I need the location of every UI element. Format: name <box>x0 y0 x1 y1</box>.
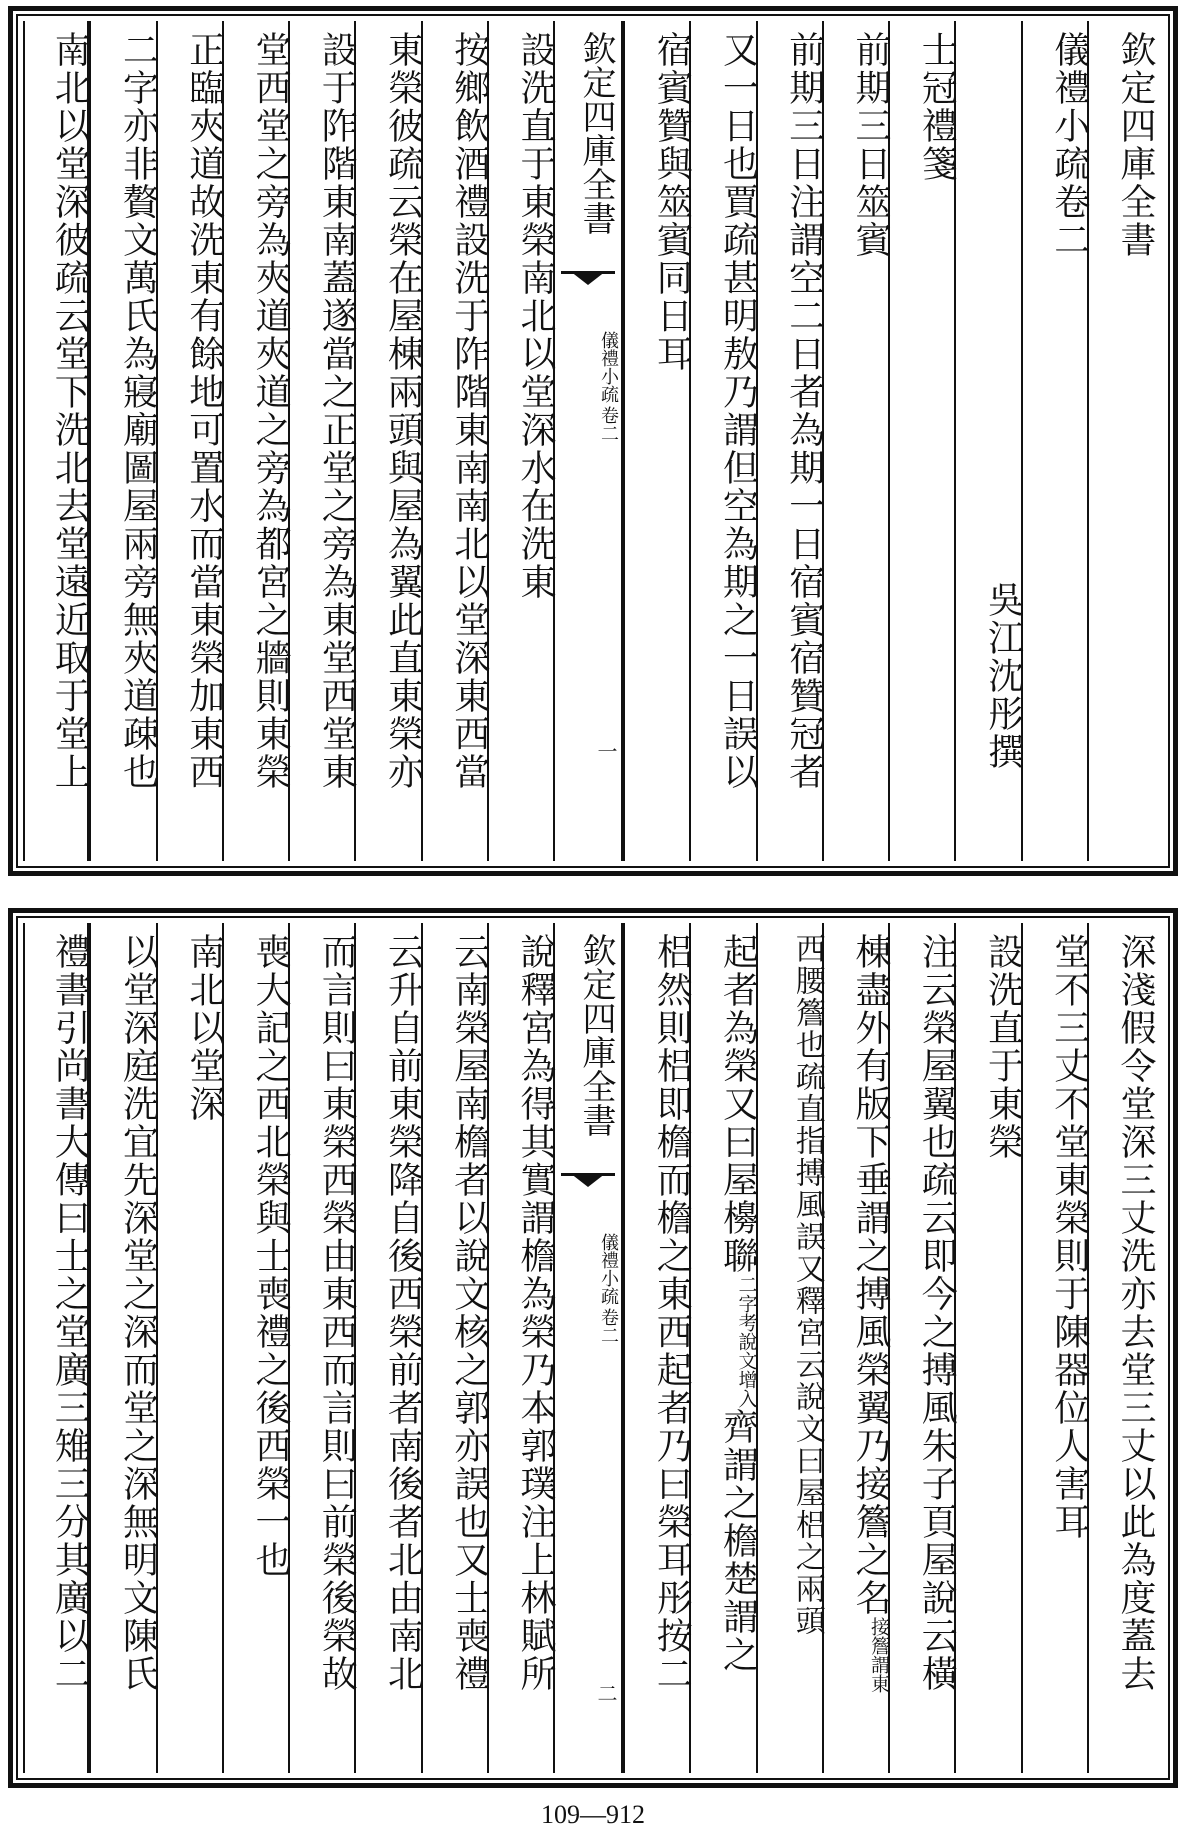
column-text <box>625 31 693 373</box>
fold-title: 欽定四庫全書 <box>576 933 616 1137</box>
column-main-text: 梠然則梠即檐而檐之東西起者乃曰榮耳彤按二 <box>651 933 693 1693</box>
column-text <box>691 933 759 1674</box>
column-text <box>824 31 891 259</box>
text-column <box>888 21 958 861</box>
text-column <box>23 923 89 1773</box>
column-text <box>158 933 225 1123</box>
column-text <box>224 31 291 791</box>
column-main-text: 南北以堂深 <box>183 933 225 1123</box>
text-column <box>421 923 490 1773</box>
text-column <box>954 923 1024 1773</box>
text-column <box>23 21 89 861</box>
column-text <box>290 31 358 791</box>
fold-juan-label: 卷二 <box>598 406 619 442</box>
fold-book-title: 儀禮小疏 <box>598 1233 619 1305</box>
column-text <box>1023 933 1090 1541</box>
text-column <box>954 21 1024 861</box>
column-main-text: 二字亦非贅文萬氏為寢廟圖屋兩旁無夾道疎也 <box>117 31 159 791</box>
column-text <box>890 31 958 183</box>
fishtail-mark-icon <box>561 271 615 298</box>
text-column <box>1087 923 1156 1773</box>
fold-title: 欽定四庫全書 <box>576 31 616 235</box>
text-column <box>888 923 958 1773</box>
column-main-text: 南北以堂深彼疏云堂下洗北去堂遠近取于堂上 <box>49 31 91 791</box>
column-main-text: 起者為榮又曰屋櫋聯 <box>717 933 759 1275</box>
column-text <box>956 933 1024 1161</box>
column-main-text: 設洗直于東榮 <box>982 933 1024 1161</box>
column-main-text: 前期三日筮賓 <box>850 31 891 259</box>
text-column <box>689 21 759 861</box>
text-column <box>222 21 291 861</box>
text-column <box>354 21 424 861</box>
column-main-text: 正臨夾道故洗東有餘地可置水而當東榮加東西 <box>183 31 225 791</box>
column-text <box>356 933 424 1693</box>
column-main-text: 而言則曰東榮西榮由東西而言則曰前榮後榮故 <box>316 933 358 1693</box>
column-main-text: 儀禮小疏卷二 <box>1048 31 1090 259</box>
column-text <box>1089 933 1156 1693</box>
page-number-footer: 109—912 <box>541 1800 645 1829</box>
text-column <box>689 923 759 1773</box>
column-text <box>489 31 556 601</box>
column-main-text: 云南榮屋南檐者以說文核之郭亦誤也又士喪禮 <box>448 933 490 1693</box>
column-main-text: 設于阼階東南蓋遂當之正堂之旁為東堂西堂東 <box>316 31 358 791</box>
column-text <box>691 31 759 791</box>
column-main-text: 按鄉飲酒禮設洗于阼階東南南北以堂深東西當 <box>448 31 490 791</box>
text-column <box>288 923 358 1773</box>
column-main-text: 堂西堂之旁為夾道夾道之旁為都宮之牆則東榮 <box>250 31 291 791</box>
text-column <box>288 21 358 861</box>
column-text <box>1023 31 1090 259</box>
center-fold-strip <box>553 923 623 1773</box>
text-column <box>1021 21 1090 861</box>
column-main-text: 又一日也賈疏甚明敖乃謂但空為期之一日誤以 <box>717 31 759 791</box>
text-column <box>354 923 424 1773</box>
text-column <box>156 923 225 1773</box>
text-column <box>822 923 891 1773</box>
text-column <box>156 21 225 861</box>
text-column <box>89 21 159 861</box>
column-text <box>224 933 291 1579</box>
column-text <box>890 933 958 1693</box>
column-tail-text: 齊謂之檐楚謂之 <box>717 1408 759 1674</box>
interlinear-note: 接簷謂東 <box>868 1617 890 1693</box>
column-main-text: 說釋宮為得其實謂檐為榮乃本郭璞注上林賦所 <box>515 933 556 1693</box>
text-column <box>1021 923 1090 1773</box>
column-main-text: 禮書引尚書大傳曰士之堂廣三雉三分其廣以二 <box>49 933 91 1693</box>
column-main-text: 士冠禮箋 <box>916 31 958 183</box>
column-text <box>489 933 556 1693</box>
column-main-text: 吳江沈彤撰 <box>982 581 1024 771</box>
bottom-page-frame <box>8 908 1178 1788</box>
column-main-text: 喪大記之西北榮與士喪禮之後西榮一也 <box>250 933 291 1579</box>
text-column <box>1087 21 1156 861</box>
column-text <box>1089 31 1156 259</box>
text-column <box>222 923 291 1773</box>
column-main-text: 云升自前東榮降自後西榮前者南後者北由南北 <box>382 933 424 1693</box>
center-fold-strip <box>553 21 623 861</box>
text-column <box>623 21 693 861</box>
fishtail-mark-icon <box>561 1173 615 1200</box>
column-text <box>356 31 424 791</box>
bottom-columns <box>23 923 1163 1773</box>
text-column <box>487 923 556 1773</box>
column-main-text: 棟盡外有版下垂謂之搏風榮翼乃接簷之名 <box>850 933 891 1617</box>
text-column <box>623 923 693 1773</box>
column-text <box>25 31 91 791</box>
column-text <box>158 31 225 791</box>
column-main-text: 西腰簷也疏直指搏風誤又釋宮云說文曰屋梠之兩頭 <box>789 933 825 1637</box>
column-main-text: 注云榮屋翼也疏云即今之搏風朱子頁屋說云橫 <box>916 933 958 1693</box>
column-main-text: 東榮彼疏云榮在屋棟兩頭與屋為翼此直東榮亦 <box>382 31 424 791</box>
top-columns <box>23 21 1163 861</box>
text-column <box>89 923 159 1773</box>
column-main-text: 設洗直于東榮南北以堂深水在洗東 <box>515 31 556 601</box>
fold-juan-label: 卷二 <box>598 1308 619 1344</box>
column-main-text: 堂不三丈不堂東榮則于陳器位人害耳 <box>1048 933 1090 1541</box>
column-text <box>956 581 1024 771</box>
column-main-text: 前期三日注謂空二日者為期一日宿賓宿贊冠者 <box>783 31 825 791</box>
text-column <box>822 21 891 861</box>
text-column <box>756 21 825 861</box>
column-text <box>423 933 490 1693</box>
column-text <box>758 933 825 1637</box>
column-main-text: 欽定四庫全書 <box>1115 31 1156 259</box>
interlinear-note: 二字考說文增入 <box>735 1275 758 1408</box>
column-text <box>824 933 891 1693</box>
text-column <box>487 21 556 861</box>
column-text <box>91 933 159 1693</box>
top-page-frame <box>8 6 1178 876</box>
column-text <box>423 31 490 791</box>
column-text <box>25 933 91 1693</box>
column-text <box>290 933 358 1693</box>
column-text <box>625 933 693 1693</box>
column-text <box>91 31 159 791</box>
column-main-text: 深淺假令堂深三丈洗亦去堂三丈以此為度蓋去 <box>1115 933 1156 1693</box>
text-column <box>421 21 490 861</box>
fold-book-title: 儀禮小疏 <box>598 331 619 403</box>
fold-page-number: 二 <box>594 1683 618 1703</box>
text-column <box>756 923 825 1773</box>
fold-page-number: 一 <box>594 741 618 761</box>
column-text <box>758 31 825 791</box>
column-main-text: 宿賓贊與筮賓同日耳 <box>651 31 693 373</box>
column-main-text: 以堂深庭洗宜先深堂之深而堂之深無明文陳氏 <box>117 933 159 1693</box>
